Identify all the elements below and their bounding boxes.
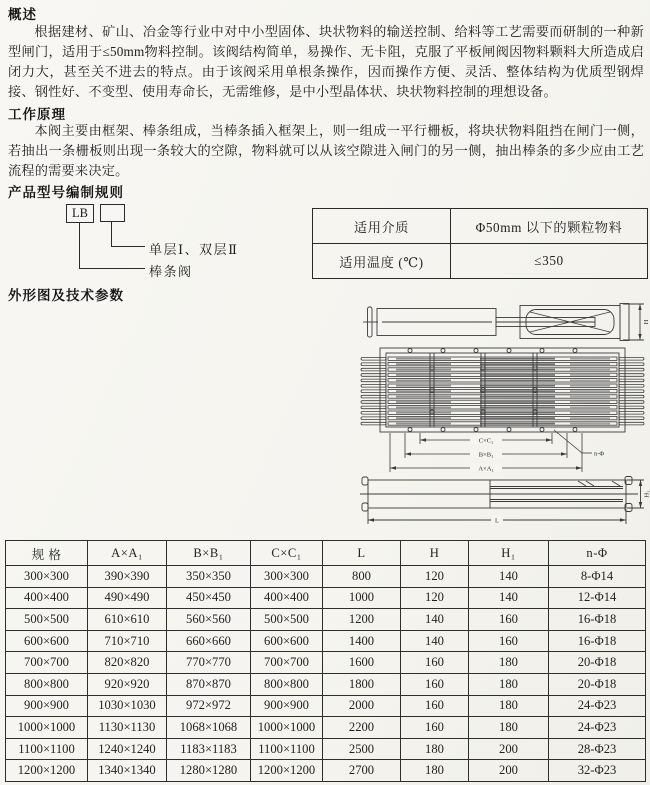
spec-cell: 16-Φ18 xyxy=(549,609,646,631)
spec-cell: 1200 xyxy=(323,609,401,631)
spec-cell: 140 xyxy=(401,609,469,631)
spec-cell: 600×600 xyxy=(251,630,323,652)
spec-table-body xyxy=(6,566,646,782)
dim-label-n-phi: n-Φ xyxy=(594,450,605,458)
bottom-side-view xyxy=(360,477,644,525)
dim-label-H: H xyxy=(643,319,650,325)
spec-cell: 160 xyxy=(401,673,469,695)
spec-cell: 1400 xyxy=(323,630,401,652)
spec-cell: 160 xyxy=(401,652,469,674)
spec-cell: 1130×1130 xyxy=(88,717,167,739)
spec-table-row xyxy=(6,566,646,588)
spec-cell: 800×800 xyxy=(6,673,88,695)
spec-cell: 1000×1000 xyxy=(6,717,88,739)
spec-cell: 490×490 xyxy=(88,587,167,609)
spec-cell: 400×400 xyxy=(251,587,323,609)
spec-cell: 600×600 xyxy=(6,630,88,652)
spec-cell: 2000 xyxy=(323,695,401,717)
connector-line xyxy=(79,223,80,268)
model-code-box: LB xyxy=(66,204,94,223)
spec-cell: 1030×1030 xyxy=(88,695,167,717)
spec-cell: 8-Φ14 xyxy=(549,566,646,588)
spec-table-row xyxy=(6,695,646,717)
spec-cell: 24-Φ23 xyxy=(549,695,646,717)
spec-cell: 710×710 xyxy=(88,630,167,652)
spec-cell: 700×700 xyxy=(6,652,88,674)
spec-header-cell: L xyxy=(323,541,401,566)
spec-cell: 972×972 xyxy=(167,695,251,717)
dim-label-L: L xyxy=(495,517,499,525)
model-variant-box xyxy=(100,204,125,222)
spec-cell: 300×300 xyxy=(6,566,88,588)
spec-table-row xyxy=(6,609,646,631)
dim-label-BxB1: B×B₁ xyxy=(478,451,494,459)
spec-cell: 1000×1000 xyxy=(251,717,323,739)
spec-cell: 16-Φ18 xyxy=(549,630,646,652)
spec-cell: 180 xyxy=(469,717,549,739)
suitability-label: 适用介质 xyxy=(313,209,451,244)
spec-cell: 1340×1340 xyxy=(88,760,167,782)
spec-cell: 200 xyxy=(469,738,549,760)
outline-heading: 外形图及技术参数 xyxy=(8,288,124,303)
spec-cell: 1000 xyxy=(323,587,401,609)
overview-heading: 概述 xyxy=(8,7,37,22)
spec-cell: 870×870 xyxy=(167,673,251,695)
spec-cell: 660×660 xyxy=(167,630,251,652)
connector-line xyxy=(79,268,145,269)
spec-table-row xyxy=(6,717,646,739)
spec-cell: 560×560 xyxy=(167,609,251,631)
spec-cell: 920×920 xyxy=(88,673,167,695)
spec-cell: 700×700 xyxy=(251,652,323,674)
spec-table-row xyxy=(6,738,646,760)
spec-cell: 140 xyxy=(469,566,549,588)
spec-cell: 160 xyxy=(469,630,549,652)
spec-header-cell: H₁ xyxy=(469,541,549,566)
table-row xyxy=(313,244,648,279)
spec-cell: 900×900 xyxy=(6,695,88,717)
spec-cell: 390×390 xyxy=(88,566,167,588)
spec-cell: 140 xyxy=(401,630,469,652)
spec-cell: 1200×1200 xyxy=(6,760,88,782)
spec-cell: 1200×1200 xyxy=(251,760,323,782)
spec-cell: 180 xyxy=(401,760,469,782)
spec-cell: 300×300 xyxy=(251,566,323,588)
spec-cell: 1800 xyxy=(323,673,401,695)
connector-line xyxy=(111,222,112,246)
front-view xyxy=(361,348,644,432)
spec-cell: 1600 xyxy=(323,652,401,674)
spec-cell: 20-Φ18 xyxy=(549,652,646,674)
dim-label-CxC1: C×C₁ xyxy=(478,437,494,445)
principle-paragraph: 本阀主要由框架、棒条组成，当棒条插入框架上，则一组成一平行栅板，将块状物料阻挡在闸门一侧，若抽出一条栅板则出现一条较大的空隙，物料就可以从该空隙进入闸门的另一侧，抽出棒条的多少应由工艺流程的需要来决定。 xyxy=(8,123,644,178)
spec-header-cell: n-Φ xyxy=(549,541,646,566)
spec-header-row xyxy=(6,541,646,566)
principle-heading: 工作原理 xyxy=(8,107,66,122)
spec-cell: 500×500 xyxy=(6,609,88,631)
suitability-value: ≤350 xyxy=(451,244,648,279)
spec-table-row xyxy=(6,652,646,674)
table-row xyxy=(313,209,648,244)
spec-cell: 1280×1280 xyxy=(167,760,251,782)
spec-table xyxy=(5,540,646,782)
spec-cell: 450×450 xyxy=(167,587,251,609)
spec-cell: 12-Φ14 xyxy=(549,587,646,609)
dim-label-AxA1: A×A₁ xyxy=(478,465,494,473)
variant-branch-label: 单层Ⅰ、双层Ⅱ xyxy=(149,242,239,257)
spec-cell: 120 xyxy=(401,587,469,609)
spec-cell: 24-Φ23 xyxy=(549,717,646,739)
spec-cell: 800 xyxy=(323,566,401,588)
dim-label-H1: H₁ xyxy=(643,490,650,498)
suitability-label: 适用温度 (℃) xyxy=(313,244,451,279)
spec-table-row xyxy=(6,630,646,652)
spec-table-row xyxy=(6,673,646,695)
spec-cell: 820×820 xyxy=(88,652,167,674)
spec-header-cell: B×B₁ xyxy=(167,541,251,566)
spec-cell: 180 xyxy=(469,695,549,717)
model-rules-heading: 产品型号编制规则 xyxy=(8,185,124,200)
spec-cell: 2500 xyxy=(323,738,401,760)
spec-cell: 200 xyxy=(469,760,549,782)
valve-name-branch-label: 棒条阀 xyxy=(149,264,193,279)
spec-table-row xyxy=(6,760,646,782)
spec-cell: 2200 xyxy=(323,717,401,739)
spec-cell: 140 xyxy=(469,587,549,609)
spec-cell: 32-Φ23 xyxy=(549,760,646,782)
spec-header-cell: 规 格 xyxy=(6,541,88,566)
spec-cell: 350×350 xyxy=(167,566,251,588)
spec-cell: 900×900 xyxy=(251,695,323,717)
suitability-value: Φ50mm 以下的颗粒物料 xyxy=(451,209,648,244)
spec-cell: 28-Φ23 xyxy=(549,738,646,760)
spec-cell: 1183×1183 xyxy=(167,738,251,760)
spec-cell: 180 xyxy=(401,738,469,760)
spec-cell: 400×400 xyxy=(6,587,88,609)
spec-cell: 500×500 xyxy=(251,609,323,631)
spec-cell: 2700 xyxy=(323,760,401,782)
spec-cell: 180 xyxy=(469,652,549,674)
spec-cell: 1240×1240 xyxy=(88,738,167,760)
connector-line xyxy=(111,246,145,247)
spec-cell: 20-Φ18 xyxy=(549,673,646,695)
suitability-table xyxy=(312,208,648,279)
spec-cell: 120 xyxy=(401,566,469,588)
spec-header-cell: H xyxy=(401,541,469,566)
spec-table-row xyxy=(6,587,646,609)
overview-paragraph: 根据建材、矿山、冶金等行业中对中小型固体、块状物料的输送控制、给料等工艺需要而研制的一种新型闸门，适用于≤50mm物料控制。该阀结构简单，易操作、无卡阻，克服了平板闸阀因物料颗料大所造成启闭力大，甚至关不进去的特点。由于该阀采用单根条操作，因而操作方便、灵活、整体结构为优质型钢焊接、钢性好、不变型、使用寿命长，无需维修，是中小型晶体状、块状物料控制的理想设备。 xyxy=(8,24,644,99)
spec-cell: 1100×1100 xyxy=(6,738,88,760)
spec-cell: 160 xyxy=(401,695,469,717)
spec-header-cell: A×A₁ xyxy=(88,541,167,566)
spec-cell: 1100×1100 xyxy=(251,738,323,760)
outline-drawing xyxy=(330,296,650,536)
spec-cell: 610×610 xyxy=(88,609,167,631)
spec-cell: 160 xyxy=(401,717,469,739)
spec-cell: 800×800 xyxy=(251,673,323,695)
spec-cell: 160 xyxy=(469,609,549,631)
spec-cell: 770×770 xyxy=(167,652,251,674)
spec-header-cell: C×C₁ xyxy=(251,541,323,566)
spec-cell: 180 xyxy=(469,673,549,695)
spec-cell: 1068×1068 xyxy=(167,717,251,739)
top-side-view xyxy=(363,304,644,341)
